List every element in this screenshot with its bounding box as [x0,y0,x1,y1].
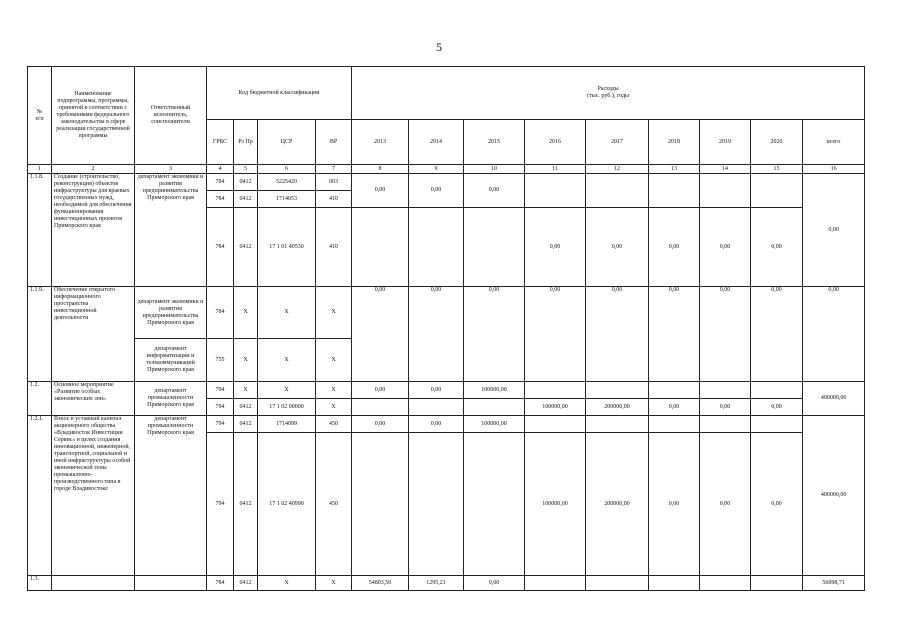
cell-empty [700,174,751,208]
row-number: 1.3. [28,576,52,591]
col-number: 1 [28,165,52,174]
cell-grbs: 794 [207,416,234,433]
cell-value: 0,00 [409,382,464,399]
header-csr: ЦСР [258,120,316,165]
cell-value: 0,00 [525,287,586,382]
cell-value: 100000,00 [525,433,586,576]
cell-vr: Х [316,399,352,416]
header-rzpr: Рз Пр [234,120,258,165]
cell-rzpr: 0412 [234,174,258,191]
row-number: 1.1.8. [28,174,52,287]
cell-empty [352,399,409,416]
row-executor: департамент экономики и развития предпринимательства Приморского края [135,174,207,287]
cell-empty [586,174,649,208]
cell-empty [586,416,649,433]
header-year: 2020 [751,120,803,165]
cell-total: 0,00 [803,287,865,382]
cell-empty [586,576,649,591]
row-name [52,576,135,591]
table-row [28,416,865,433]
header-year: 2016 [525,120,586,165]
cell-csr: 17 1 02 00000 [258,399,316,416]
cell-value: 0,00 [751,287,803,382]
cell-value: 0,00 [352,174,409,208]
cell-csr: Х [258,287,316,339]
row-executor: департамент промышленности Приморского края [135,416,207,576]
cell-total: 400000,00 [803,416,865,576]
cell-empty [525,416,586,433]
cell-rzpr: 0412 [234,576,258,591]
cell-empty [751,416,803,433]
header-executor: Ответственный исполнитель, соисполнители [135,67,207,165]
cell-rzpr: Х [234,382,258,399]
row-executor: департамент экономики и развития предпринимательства Приморского края [135,287,207,339]
col-number: 15 [751,165,803,174]
cell-value: 0,00 [586,287,649,382]
cell-vr: 410 [316,208,352,287]
cell-grbs: 755 [207,339,234,382]
cell-grbs: 794 [207,399,234,416]
header-kbk: Код бюджетной классификации [207,67,352,120]
cell-value: 100000,00 [525,399,586,416]
budget-table [27,66,865,591]
table-row [28,576,865,591]
cell-rzpr: 0412 [234,208,258,287]
cell-value: 0,00 [700,208,751,287]
cell-empty [649,174,700,208]
cell-empty [649,576,700,591]
cell-csr: 1714099 [258,416,316,433]
col-number: 16 [803,165,865,174]
cell-vr: 410 [316,191,352,208]
cell-grbs: 784 [207,576,234,591]
cell-value: 0,00 [352,382,409,399]
cell-value: 0,00 [649,399,700,416]
cell-csr: 5225420 [258,174,316,191]
cell-csr: Х [258,576,316,591]
row-name: Взнос в уставный капитал акционерного общества «Владивосток Инвестиции Сервис» в целях создания инновационной, инженерной, транспортной, социальной и иной инфраструктуры особой экономической зоны промышленно-производственного типа в городе Владивостоке [52,416,135,576]
cell-empty [352,208,409,287]
cell-empty [751,174,803,208]
column-numbers-row [28,165,865,174]
cell-vr: Х [316,576,352,591]
cell-empty [649,416,700,433]
cell-rzpr: 0412 [234,416,258,433]
cell-value: 54803,50 [352,576,409,591]
cell-value: 200000,00 [586,433,649,576]
cell-value: 0,00 [464,174,525,208]
cell-empty [649,382,700,399]
cell-grbs: 784 [207,208,234,287]
cell-value: 0,00 [649,433,700,576]
cell-empty [409,433,464,576]
cell-value: 0,00 [525,208,586,287]
cell-empty [525,576,586,591]
cell-empty [586,382,649,399]
cell-vr: Х [316,339,352,382]
row-number: 1.2.1. [28,416,52,576]
header-year: 2013 [352,120,409,165]
cell-empty [751,382,803,399]
cell-vr: Х [316,382,352,399]
col-number: 7 [316,165,352,174]
cell-value: 0,00 [751,399,803,416]
cell-grbs: 794 [207,382,234,399]
cell-vr: 450 [316,433,352,576]
row-number: 1.1.9. [28,287,52,382]
table-row [28,287,865,339]
cell-rzpr: 0412 [234,399,258,416]
header-vr: ВР [316,120,352,165]
table-row [28,382,865,399]
col-number: 13 [649,165,700,174]
cell-value: 0,00 [464,287,525,382]
cell-empty [464,399,525,416]
row-executor: департамент информатизации и телекоммуникаций Приморского края [135,339,207,382]
cell-empty [700,382,751,399]
header-total: всего [803,120,865,165]
cell-value: 0,00 [352,287,409,382]
cell-empty [700,576,751,591]
cell-empty [464,208,525,287]
cell-total: 400000,00 [803,382,865,416]
cell-value: 0,00 [409,287,464,382]
page-number: 5 [436,40,442,54]
col-number: 5 [234,165,258,174]
cell-vr: 450 [316,416,352,433]
cell-total: 56098,71 [803,576,865,591]
cell-value: 1295,21 [409,576,464,591]
cell-value: 100000,00 [464,416,525,433]
col-number: 11 [525,165,586,174]
row-name: Обеспечение открытого информационного пространства инвестиционной деятельности [52,287,135,382]
header-year: 2014 [409,120,464,165]
col-number: 6 [258,165,316,174]
cell-csr: Х [258,382,316,399]
header-expenses: Расходы (тыс. руб.), годы [352,67,865,120]
cell-vr: 003 [316,174,352,191]
cell-csr: 17 1 01 40530 [258,208,316,287]
cell-value: 0,00 [586,208,649,287]
cell-total: 0,00 [803,174,865,287]
row-name: Основное мероприятие «Развитие особых экономических зон» [52,382,135,416]
cell-csr: 1714053 [258,191,316,208]
header-year: 2015 [464,120,525,165]
cell-rzpr: 0412 [234,433,258,576]
table-row [28,174,865,191]
col-number: 14 [700,165,751,174]
cell-vr: Х [316,287,352,339]
header-year: 2018 [649,120,700,165]
header-year: 2019 [700,120,751,165]
cell-empty [700,416,751,433]
cell-value: 0,00 [409,174,464,208]
cell-rzpr: Х [234,287,258,339]
header-num: № п/п [28,67,52,165]
cell-grbs: 784 [207,191,234,208]
cell-empty [464,433,525,576]
cell-value: 0,00 [409,416,464,433]
col-number: 4 [207,165,234,174]
cell-value: 0,00 [700,399,751,416]
cell-value: 0,00 [649,208,700,287]
header-name: Наименование подпрограммы, программы, принятой в соответствии с требованиями федерального законодательства в сфере реализации государственной программы [52,67,135,165]
cell-grbs: 784 [207,287,234,339]
cell-empty [525,382,586,399]
col-number: 9 [409,165,464,174]
col-number: 10 [464,165,525,174]
row-number: 1.2. [28,382,52,416]
col-number: 3 [135,165,207,174]
cell-value: 0,00 [751,208,803,287]
col-number: 8 [352,165,409,174]
cell-value: 0,00 [751,433,803,576]
cell-grbs: 784 [207,174,234,191]
cell-value: 0,00 [700,287,751,382]
cell-empty [751,576,803,591]
cell-csr: 17 1 02 40990 [258,433,316,576]
cell-rzpr: 0412 [234,191,258,208]
cell-empty [409,208,464,287]
cell-value: 0,00 [352,416,409,433]
row-name: Создание (строительство, реконструкция) объектов инфраструктуры для краевых государственных нужд, необходимой для обеспечения функционирования инвестиционных проектов Приморского края [52,174,135,287]
col-number: 12 [586,165,649,174]
cell-empty [352,433,409,576]
cell-csr: Х [258,339,316,382]
cell-value: 0,00 [700,433,751,576]
cell-value: 200000,00 [586,399,649,416]
cell-value: 100000,00 [464,382,525,399]
cell-empty [409,399,464,416]
header-grbs: ГРБС [207,120,234,165]
cell-empty [525,174,586,208]
col-number: 2 [52,165,135,174]
header-year: 2017 [586,120,649,165]
cell-grbs: 794 [207,433,234,576]
cell-rzpr: Х [234,339,258,382]
cell-value: 0,00 [649,287,700,382]
row-executor [135,576,207,591]
cell-value: 0,00 [464,576,525,591]
row-executor: департамент промышленности Приморского края [135,382,207,416]
